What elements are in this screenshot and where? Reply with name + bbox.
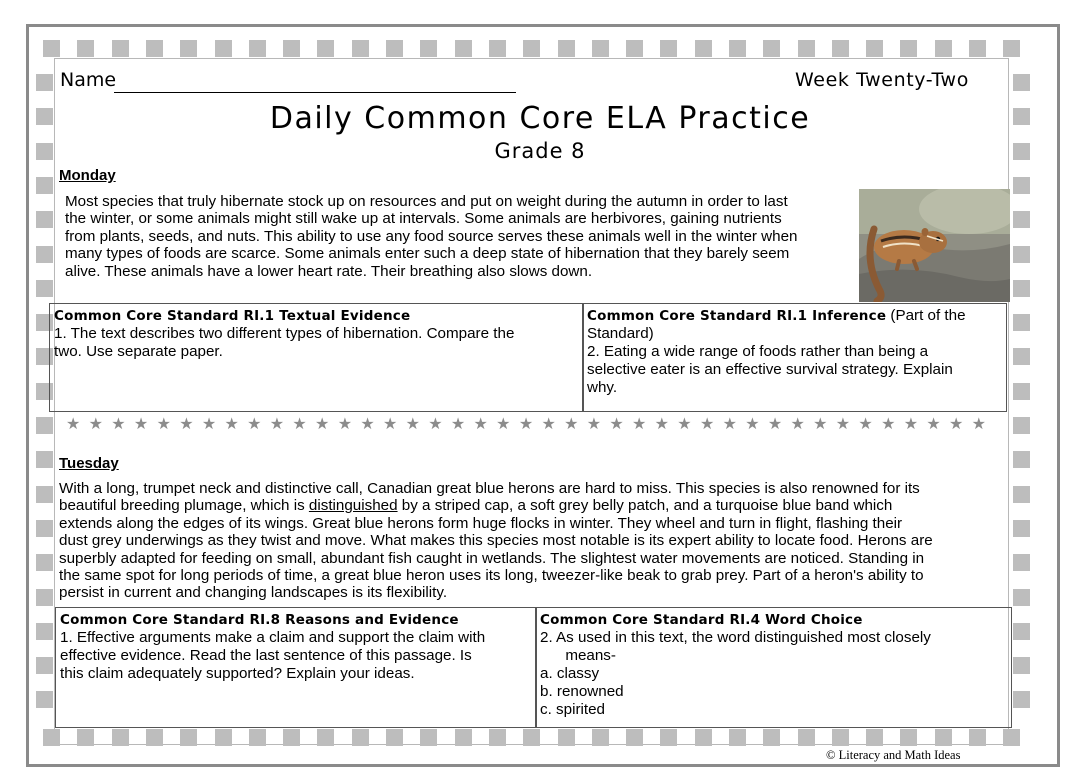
border-square: [523, 729, 540, 746]
star-icon: ★: [496, 416, 511, 433]
border-square: [180, 729, 197, 746]
border-square: [36, 691, 53, 708]
question-line: 1. The text describes two different types of hibernation. Compare the: [54, 325, 515, 342]
border-square: [1013, 451, 1030, 468]
border-square: [420, 729, 437, 746]
question-line: 1. Effective arguments make a claim and support the claim with: [60, 629, 486, 646]
border-square: [146, 729, 163, 746]
star-icon: ★: [654, 416, 669, 433]
copyright-notice: © Literacy and Math Ideas: [826, 748, 961, 762]
border-square: [900, 40, 917, 57]
border-square: [1003, 40, 1020, 57]
border-square: [695, 40, 712, 57]
border-square: [626, 40, 643, 57]
border-square: [283, 729, 300, 746]
passage-text: by a striped cap, a soft grey belly patch, and a turquoise blue band which: [397, 497, 893, 515]
star-icon: ★: [586, 416, 602, 433]
border-square: [763, 40, 780, 57]
border-square: [523, 40, 540, 57]
star-icon: ★: [881, 416, 896, 433]
standard-label: Common Core Standard RI.8 Reasons and Evidence: [60, 612, 459, 628]
border-square: [729, 729, 746, 746]
star-icon: ★: [722, 416, 737, 433]
star-icon: ★: [541, 416, 556, 433]
border-square: [935, 729, 952, 746]
border-square: [36, 177, 53, 194]
question-line: means-: [540, 647, 616, 664]
star-icon: ★: [903, 416, 919, 433]
border-square: [1013, 417, 1030, 434]
border-square: [1013, 246, 1030, 263]
border-square: [798, 40, 815, 57]
border-square: [763, 729, 780, 746]
border-square: [592, 729, 609, 746]
question-line: this claim adequately supported? Explain your ideas.: [60, 665, 415, 682]
star-icon: ★: [677, 416, 692, 433]
border-square: [1013, 348, 1030, 365]
star-icon: ★: [292, 416, 307, 433]
star-icon: ★: [518, 416, 534, 433]
passage-line: [59, 497, 1019, 514]
star-icon: ★: [745, 416, 760, 433]
border-square: [1013, 691, 1030, 708]
answer-option-b: b. renowned: [540, 683, 624, 700]
star-icon: ★: [473, 416, 488, 433]
border-square: [249, 40, 266, 57]
star-icon: ★: [111, 416, 126, 433]
star-icon: ★: [428, 416, 443, 433]
question-line: Standard): [587, 325, 654, 342]
star-icon: ★: [971, 416, 986, 433]
star-icon: ★: [224, 416, 239, 433]
border-square: [36, 623, 53, 640]
border-square: [900, 729, 917, 746]
star-icon: ★: [88, 416, 103, 433]
border-square: [317, 729, 334, 746]
border-square: [283, 40, 300, 57]
question-line: effective evidence. Read the last sentence of this passage. Is: [60, 647, 472, 664]
border-square: [1013, 314, 1030, 331]
monday-passage: [65, 193, 865, 280]
answer-option-c: c. spirited: [540, 701, 605, 718]
star-icon: ★: [405, 416, 420, 433]
border-square: [36, 451, 53, 468]
border-square: [249, 729, 266, 746]
border-square: [558, 40, 575, 57]
border-square: [352, 40, 369, 57]
border-square: [77, 40, 94, 57]
border-square: [832, 40, 849, 57]
page-title: Daily Common Core ELA Practice: [269, 101, 811, 136]
standard-label: Common Core Standard RI.1 Textual Evidence: [54, 308, 411, 324]
border-square: [935, 40, 952, 57]
star-icon: ★: [133, 416, 149, 433]
border-square: [489, 729, 506, 746]
star-icon: ★: [767, 416, 783, 433]
star-icon: ★: [179, 416, 194, 433]
passage-line: dust grey underwings as they twist and move. What makes this species most notable is its expert ability to locate food. Herons are: [59, 532, 933, 550]
star-icon: ★: [360, 416, 375, 433]
answer-option-a: a. classy: [540, 665, 600, 682]
passage-line: alive. These animals have a lower heart rate. Their breathing also slows down.: [65, 262, 593, 280]
border-square: [866, 40, 883, 57]
border-square: [592, 40, 609, 57]
border-square: [352, 729, 369, 746]
standard-label: Common Core Standard RI.4 Word Choice: [540, 612, 863, 628]
star-icon: ★: [337, 416, 353, 433]
question-line: two. Use separate paper.: [54, 343, 223, 360]
passage-line: superbly adapted for feeding on small, abundant fish caught in wetlands. The slightest water movements are noticed. Standing in: [59, 549, 925, 567]
border-square: [386, 729, 403, 746]
border-square: [969, 40, 986, 57]
star-icon: ★: [813, 416, 828, 433]
border-square: [386, 40, 403, 57]
question-line: 2. Eating a wide range of foods rather than being a: [587, 343, 929, 360]
border-square: [558, 729, 575, 746]
star-icon: ★: [315, 416, 330, 433]
passage-line: With a long, trumpet neck and distinctive call, Canadian great blue herons are hard to miss. This species is also renowned for its: [59, 480, 920, 497]
border-square: [660, 729, 677, 746]
name-blank-line: [114, 92, 516, 93]
border-square: [1013, 280, 1030, 297]
star-divider: [66, 414, 986, 434]
border-square: [36, 246, 53, 263]
passage-text: beautiful breeding plumage, which is: [59, 497, 309, 515]
border-square: [1013, 211, 1030, 228]
border-square: [146, 40, 163, 57]
border-square: [1013, 383, 1030, 400]
star-icon: ★: [609, 416, 624, 433]
border-square: [1013, 74, 1030, 91]
passage-line: the same spot for long periods of time, a great blue heron uses its long, tweezer-like beak to grab prey. Part of a heron's ability to: [59, 567, 924, 585]
border-square: [969, 729, 986, 746]
name-label: Name: [60, 69, 117, 91]
border-square: [215, 40, 232, 57]
border-square: [866, 729, 883, 746]
star-icon: ★: [450, 416, 466, 433]
tuesday-passage: [59, 480, 1019, 602]
star-icon: ★: [564, 416, 579, 433]
border-square: [660, 40, 677, 57]
border-square: [455, 729, 472, 746]
border-square: [36, 657, 53, 674]
border-square: [43, 729, 60, 746]
border-square: [36, 554, 53, 571]
monday-question-2: [582, 303, 1007, 412]
border-square: [36, 486, 53, 503]
star-icon: ★: [66, 416, 81, 433]
star-icon: ★: [156, 416, 171, 433]
tuesday-question-2: [535, 607, 1012, 728]
border-square: [1013, 177, 1030, 194]
passage-line: extends along the edges of its wings. Great blue herons form huge flocks in winter. They wheel and turn in flight, flashing their: [59, 514, 903, 532]
chipmunk-photo: [859, 189, 1010, 302]
question-line: selective eater is an effective survival strategy. Explain: [587, 361, 953, 378]
standard-note: (Part of the: [886, 307, 966, 324]
border-square: [36, 280, 53, 297]
border-square: [36, 211, 53, 228]
star-icon: ★: [790, 416, 805, 433]
border-square: [77, 729, 94, 746]
border-square: [180, 40, 197, 57]
week-label: Week Twenty-Two: [795, 69, 969, 91]
star-icon: ★: [926, 416, 941, 433]
grade-label: Grade 8: [494, 139, 586, 163]
star-icon: ★: [247, 416, 262, 433]
passage-line: the winter, or some animals might still wake up at intervals. Some animals are herbivores, gaining nutrients: [65, 210, 782, 228]
border-square: [626, 729, 643, 746]
border-square: [455, 40, 472, 57]
standard-label: Common Core Standard RI.1 Inference: [587, 308, 887, 324]
border-square: [317, 40, 334, 57]
border-square: [695, 729, 712, 746]
border-square: [36, 520, 53, 537]
star-icon: ★: [269, 416, 285, 433]
star-icon: ★: [382, 416, 398, 433]
border-square: [832, 729, 849, 746]
border-square: [112, 729, 129, 746]
border-square: [798, 729, 815, 746]
border-square: [112, 40, 129, 57]
border-square: [729, 40, 746, 57]
passage-line: many types of foods are scarce. Some animals enter such a deep state of hibernation that they barely seem: [65, 245, 790, 263]
border-square: [489, 40, 506, 57]
question-line: 2. As used in this text, the word distinguished most closely: [540, 629, 931, 646]
monday-question-1: [49, 303, 584, 412]
star-icon: ★: [858, 416, 873, 433]
border-square: [1013, 623, 1030, 640]
border-square: [36, 417, 53, 434]
underlined-word: distinguished: [308, 497, 398, 515]
border-square: [1003, 729, 1020, 746]
border-square: [420, 40, 437, 57]
question-line: why.: [587, 379, 618, 396]
passage-line: from plants, seeds, and nuts. This ability to use any food source serves these animals well in the winter when: [65, 227, 798, 245]
passage-line: Most species that truly hibernate stock up on resources and put on weight during the autumn in order to last: [65, 193, 788, 210]
star-icon: ★: [201, 416, 217, 433]
border-square: [36, 74, 53, 91]
day-heading-monday: Monday: [59, 167, 116, 184]
border-square: [215, 729, 232, 746]
passage-line: persist in current and changing landscapes is its flexibility.: [59, 584, 448, 602]
star-icon: ★: [835, 416, 851, 433]
tuesday-question-1: [55, 607, 537, 728]
star-icon: ★: [632, 416, 647, 433]
border-square: [36, 589, 53, 606]
border-square: [1013, 657, 1030, 674]
star-icon: ★: [948, 416, 964, 433]
day-heading-tuesday: Tuesday: [59, 455, 119, 472]
border-square: [43, 40, 60, 57]
star-icon: ★: [699, 416, 715, 433]
